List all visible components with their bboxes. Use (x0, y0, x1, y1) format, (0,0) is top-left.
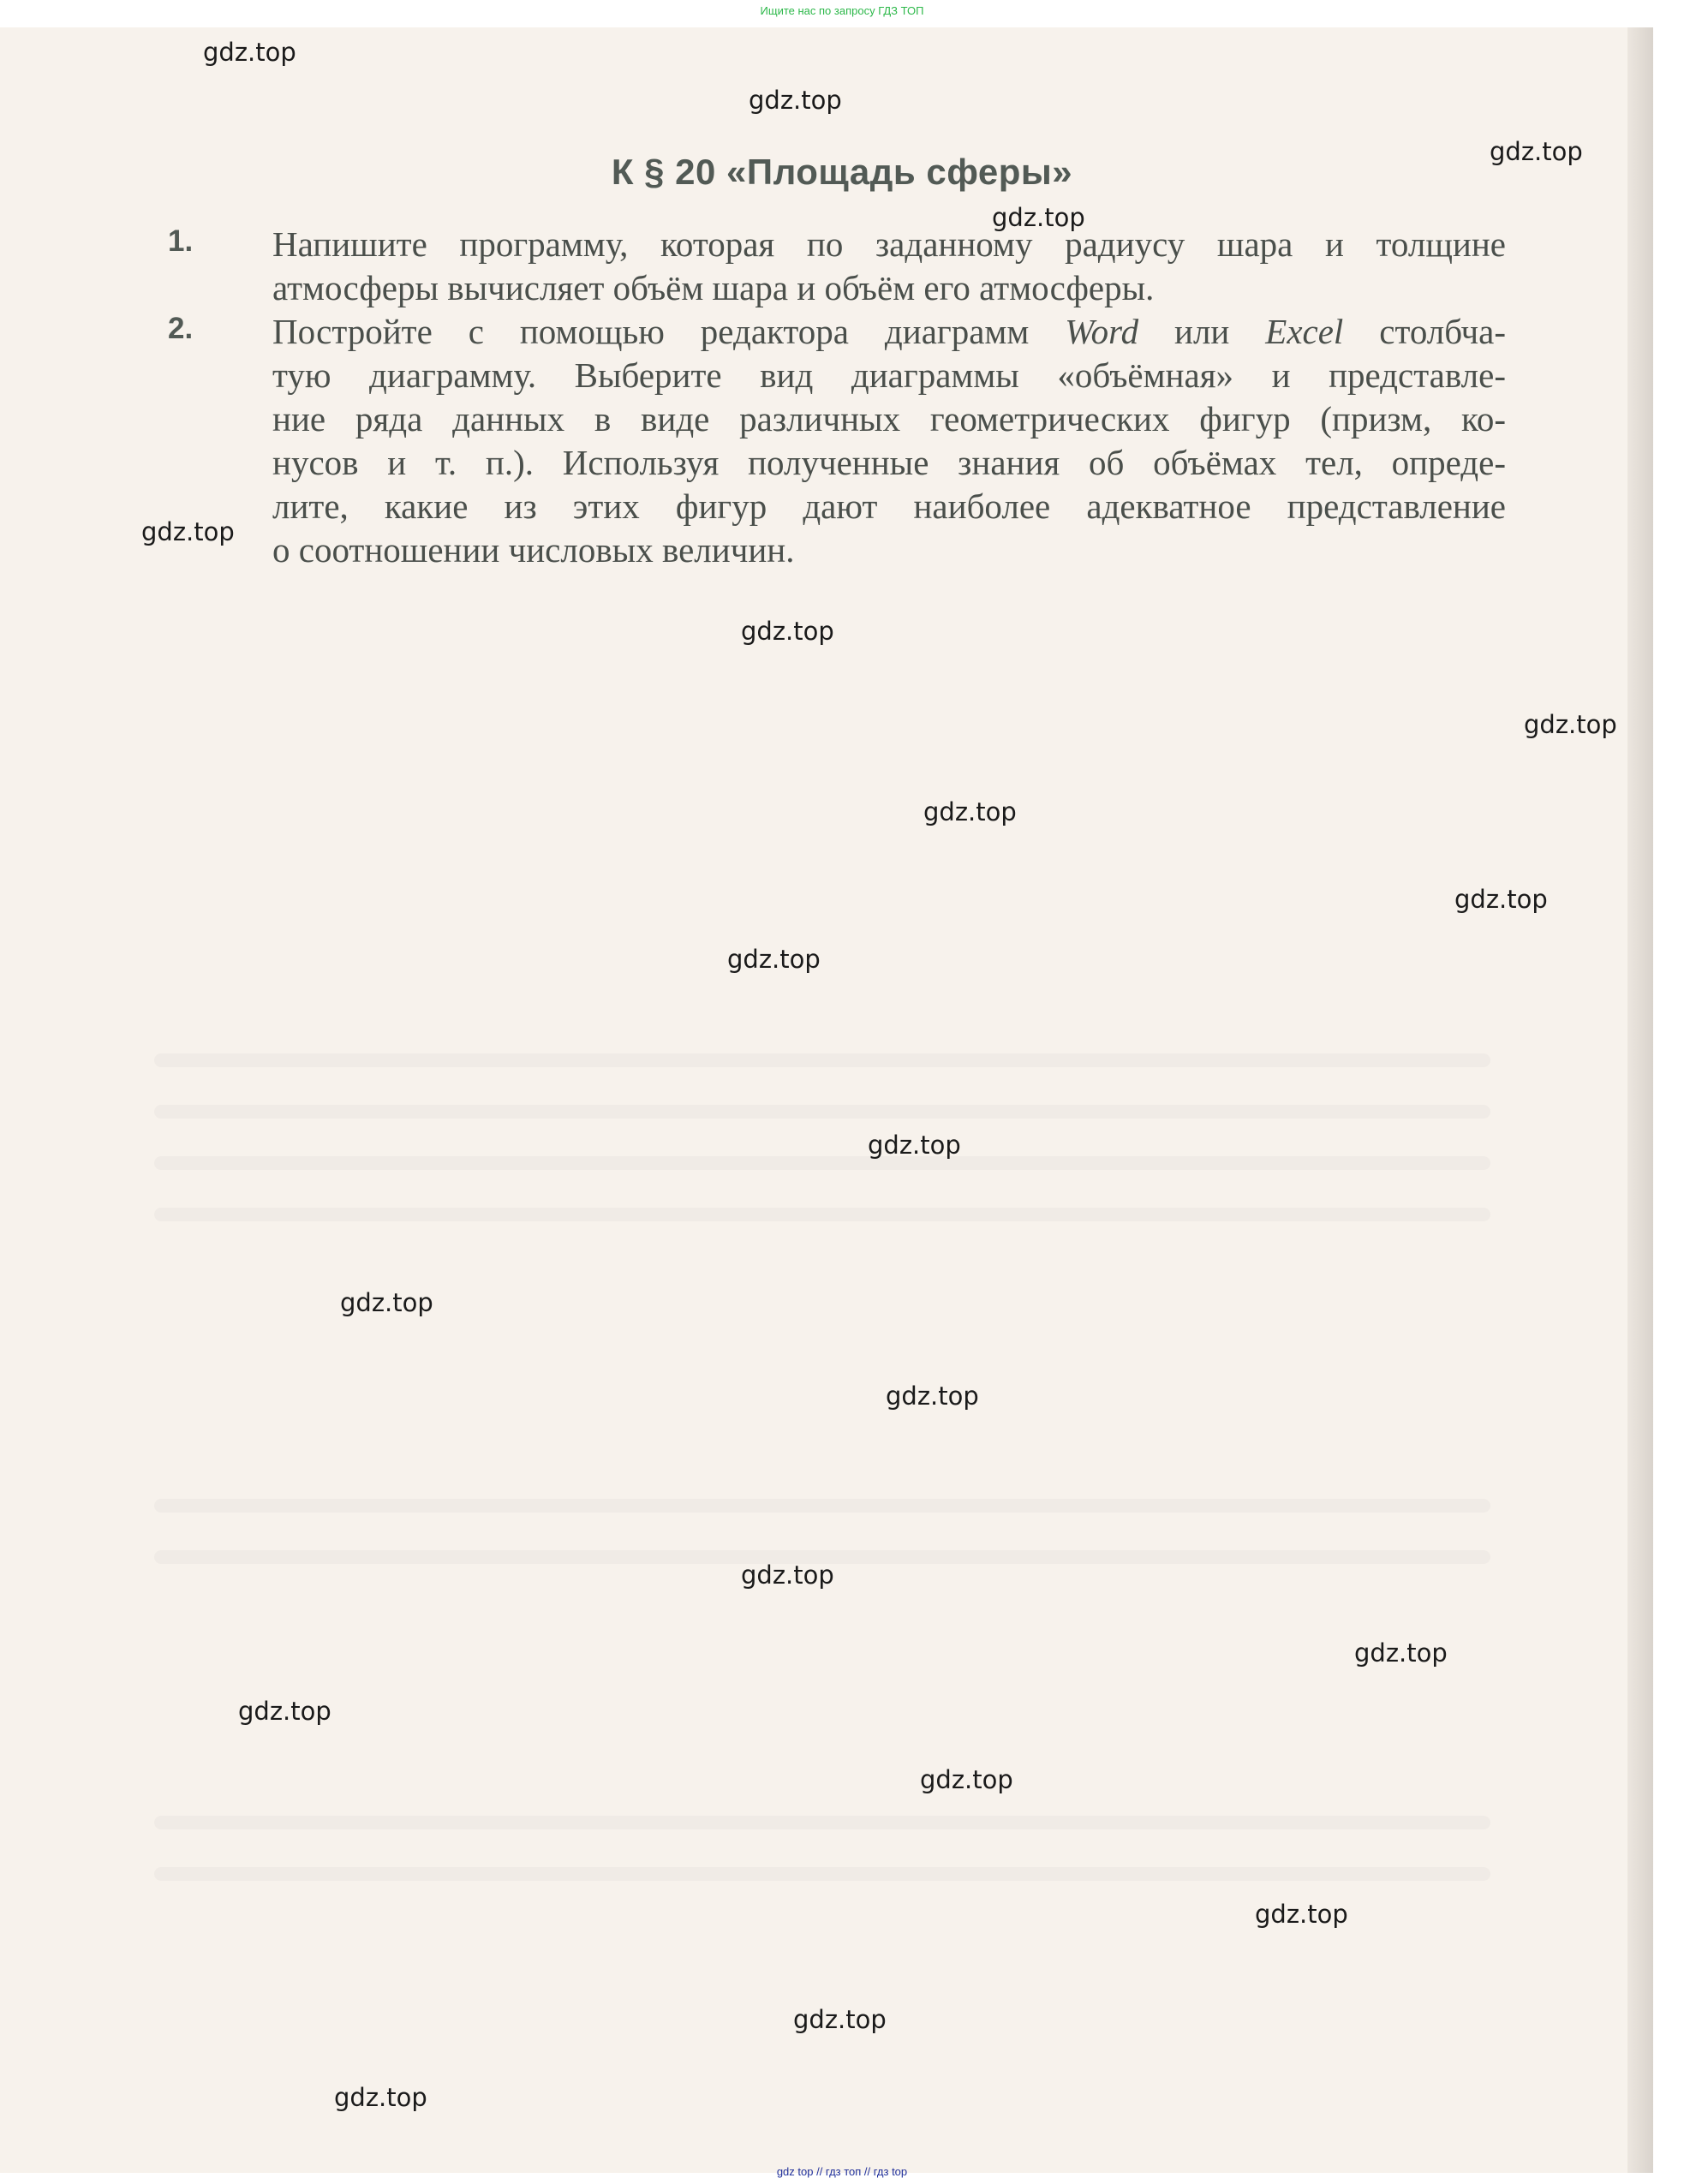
section-title: К § 20 «Площадь сферы» (611, 152, 1073, 192)
watermark: gdz.top (741, 1560, 834, 1590)
watermark: gdz.top (868, 1131, 961, 1160)
watermark: gdz.top (886, 1381, 979, 1411)
bleed-through-line (154, 1816, 1490, 1829)
watermark: gdz.top (1354, 1638, 1448, 1668)
task-line: лите, какие из этих фигур дают наиболее адекватное представление (272, 486, 1506, 526)
watermark: gdz.top (1524, 710, 1617, 739)
watermark: gdz.top (793, 2005, 887, 2034)
page-edge-shadow (1627, 27, 1653, 2173)
watermark: gdz.top (238, 1697, 331, 1726)
app-name-word: Word (1065, 312, 1139, 351)
watermark: gdz.top (920, 1765, 1013, 1794)
watermark: gdz.top (992, 203, 1085, 232)
watermark: gdz.top (203, 38, 296, 67)
bleed-through-line (154, 1053, 1490, 1067)
watermark: gdz.top (1255, 1900, 1348, 1929)
task-text-fragment: столбча- (1379, 312, 1507, 351)
task-line: нусов и т. п.). Используя полученные знания об объёмах тел, опреде- (272, 443, 1506, 482)
watermark: gdz.top (923, 797, 1017, 826)
bleed-through-line (154, 1105, 1490, 1119)
watermark: gdz.top (334, 2083, 427, 2112)
task-number: 2. (168, 312, 194, 345)
task-text-fragment: или (1174, 312, 1230, 351)
task-line: атмосферы вычисляет объём шара и объём его атмосферы. (272, 268, 1155, 307)
watermark: gdz.top (1454, 885, 1548, 914)
bleed-through-line (154, 1867, 1490, 1881)
watermark: gdz.top (741, 617, 834, 646)
task-line (272, 310, 1506, 354)
bleed-through-line (154, 1499, 1490, 1513)
app-name-excel: Excel (1265, 312, 1344, 351)
task-text (272, 223, 1506, 310)
watermark: gdz.top (727, 945, 821, 974)
task-line: Напишите программу, которая по заданному радиусу шара и толщине (272, 224, 1506, 264)
bleed-through-line (154, 1156, 1490, 1170)
watermark: gdz.top (749, 86, 842, 115)
task-line: тую диаграмму. Выберите вид диаграммы «объёмная» и представле- (272, 355, 1506, 395)
watermark: gdz.top (340, 1288, 433, 1317)
bleed-through-line (154, 1208, 1490, 1221)
task-text (272, 310, 1506, 572)
task-line: ние ряда данных в виде различных геометрических фигур (призм, ко- (272, 399, 1506, 439)
task-number: 1. (168, 224, 194, 258)
bottom-promo-note: gdz top // гдз топ // гдз top (776, 2165, 908, 2178)
top-promo-note: Ищите нас по запросу ГДЗ ТОП (760, 4, 924, 17)
task-text-fragment: Постройте с помощью редактора диаграмм (272, 312, 1030, 351)
task-line: о соотношении числовых величин. (272, 530, 795, 570)
watermark: gdz.top (141, 517, 235, 546)
watermark: gdz.top (1490, 137, 1583, 166)
